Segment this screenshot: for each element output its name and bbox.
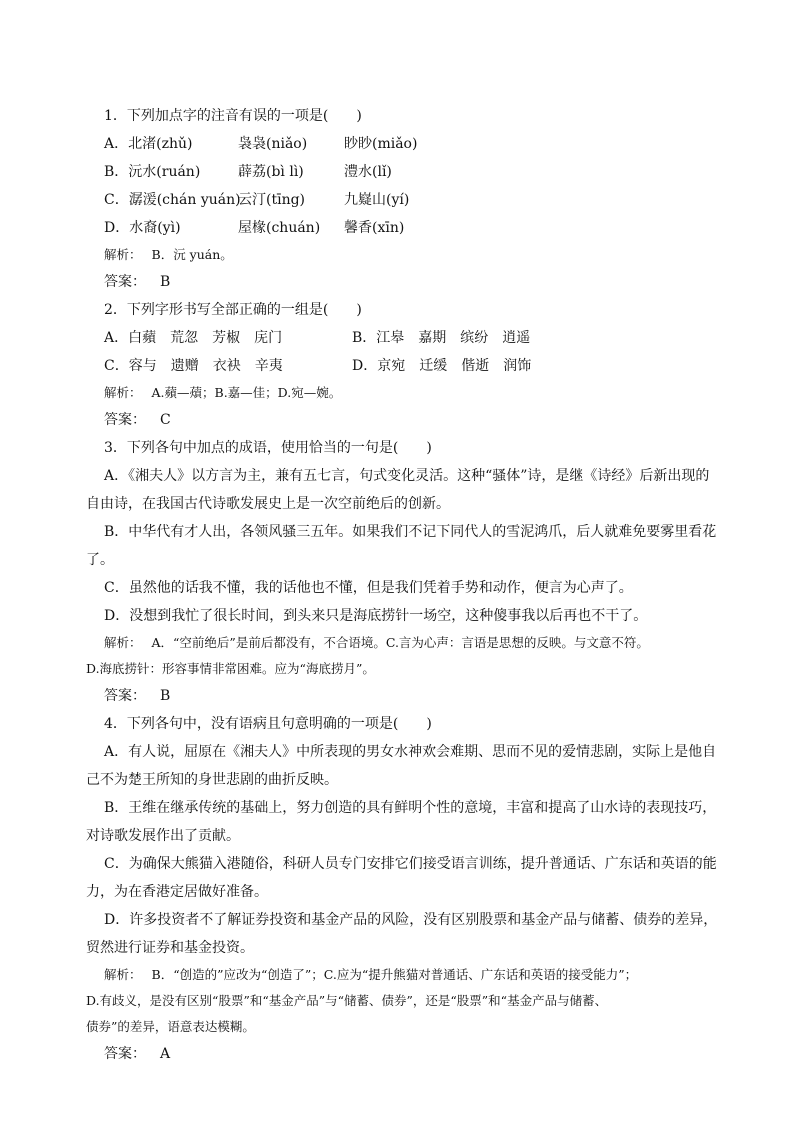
question-2-options-cd	[104, 352, 694, 380]
question-1-option-b: B．沅水(ruán) 薜荔(bì lì) 澧水(lǐ)	[104, 164, 392, 180]
question-4-option-c-line2: 力，为在香港定居做好准备。	[86, 884, 268, 900]
question-4-stem: 4．下列各句中，没有语病且句意明确的一项是( )	[104, 716, 432, 732]
question-1-option-c: C．潺湲(chán yuán) 云汀(tīng) 九嶷山(yí)	[104, 192, 410, 208]
question-4-option-c-line1: C．为确保大熊猫入港随俗，科研人员专门安排它们接受语言训练，提升普通话、广东话和英语的能	[104, 856, 717, 872]
question-3-option-a-line1: A．《湘夫人》以方言为主，兼有五七言，句式变化灵活。这种“骚体”诗，是继《诗经》后新出现的	[104, 468, 710, 484]
question-3-analysis-line2: D.海底捞针：形容事情非常困难。应为“海底捞月”。	[86, 661, 375, 676]
question-3-analysis-line1: 解析： A．“空前绝后”是前后都没有，不合语境。C.言为心声：言语是思想的反映。与文意不符。	[104, 635, 649, 650]
question-2-stem: 2．下列字形书写全部正确的一组是( )	[104, 302, 362, 318]
question-1-analysis: 解析： B．沅 yuán。	[104, 247, 233, 262]
question-2-option-b: B．江皋 嘉期 缤纷 逍遥	[352, 330, 531, 346]
question-1	[104, 102, 694, 296]
question-1-option-a: A．北渚(zhǔ) 袅袅(niǎo) 眇眇(miǎo)	[104, 136, 418, 152]
question-4-option-d-line2: 贸然进行证券和基金投资。	[86, 940, 254, 956]
question-2-option-c: C．容与 遗赠 衣袂 辛夷	[104, 358, 283, 374]
question-1-answer: 答案： B	[104, 274, 171, 290]
question-2-answer: 答案： C	[104, 412, 171, 428]
question-4-analysis-line3: 债券”的差异，语意表达模糊。	[86, 1019, 255, 1034]
question-2-option-d: D．京宛 迁缓 偕逝 润饰	[352, 358, 532, 374]
question-4-option-b-line2: 对诗歌发展作出了贡献。	[86, 828, 240, 844]
question-2	[104, 296, 694, 434]
question-4	[86, 710, 718, 1068]
question-3-option-c: C．虽然他的话我不懂，我的话他也不懂，但是我们凭着手势和动作，便言为心声了。	[104, 580, 633, 596]
question-2-option-a: A．白蘋 荒忽 芳椒 庑门	[104, 330, 283, 346]
question-3	[86, 434, 717, 710]
question-4-option-b-line1: B．王维在继承传统的基础上，努力创造的具有鲜明个性的意境，丰富和提高了山水诗的表现技巧，	[104, 800, 717, 816]
question-3-answer: 答案： B	[104, 688, 171, 704]
question-4-analysis-line1: 解析： B．“创造的”应改为“创造了”；C.应为“提升熊猫对普通话、广东话和英语的接受能力”；	[104, 967, 638, 982]
question-3-option-b-line2: 了。	[86, 552, 114, 568]
question-1-stem: 1．下列加点字的注音有误的一项是( )	[104, 108, 362, 124]
question-3-stem: 3．下列各句中加点的成语，使用恰当的一句是( )	[104, 440, 432, 456]
document-content	[86, 102, 718, 1068]
question-4-answer: 答案： A	[104, 1046, 171, 1062]
question-2-options-ab	[104, 324, 694, 352]
question-2-analysis: 解析： A.蘋—薠；B.嘉—佳；D.宛—婉。	[104, 385, 342, 400]
question-3-option-a-line2: 自由诗，在我国古代诗歌发展史上是一次空前绝后的创新。	[86, 496, 450, 512]
question-3-option-b-line1: B．中华代有才人出，各领风骚三五年。如果我们不记下同代人的雪泥鸿爪，后人就难免要雾里看花	[104, 524, 717, 540]
question-3-option-d: D．没想到我忙了很长时间，到头来只是海底捞针一场空，这种傻事我以后再也不干了。	[104, 608, 648, 624]
question-4-option-a-line2: 己不为楚王所知的身世悲剧的曲折反映。	[86, 772, 338, 788]
question-4-option-a-line1: A．有人说，屈原在《湘夫人》中所表现的男女水神欢会难期、思而不见的爱情悲剧，实际上是他自	[104, 744, 717, 760]
question-1-option-d: D．水裔(yì) 屋椽(chuán) 馨香(xīn)	[104, 220, 405, 236]
question-4-analysis-line2: D.有歧义，是没有区别“股票”和“基金产品”与“储蓄、债券”，还是“股票”和“基金产品与储蓄、	[86, 993, 608, 1008]
question-4-option-d-line1: D．许多投资者不了解证券投资和基金产品的风险，没有区别股票和基金产品与储蓄、债券的差异，	[104, 912, 718, 928]
